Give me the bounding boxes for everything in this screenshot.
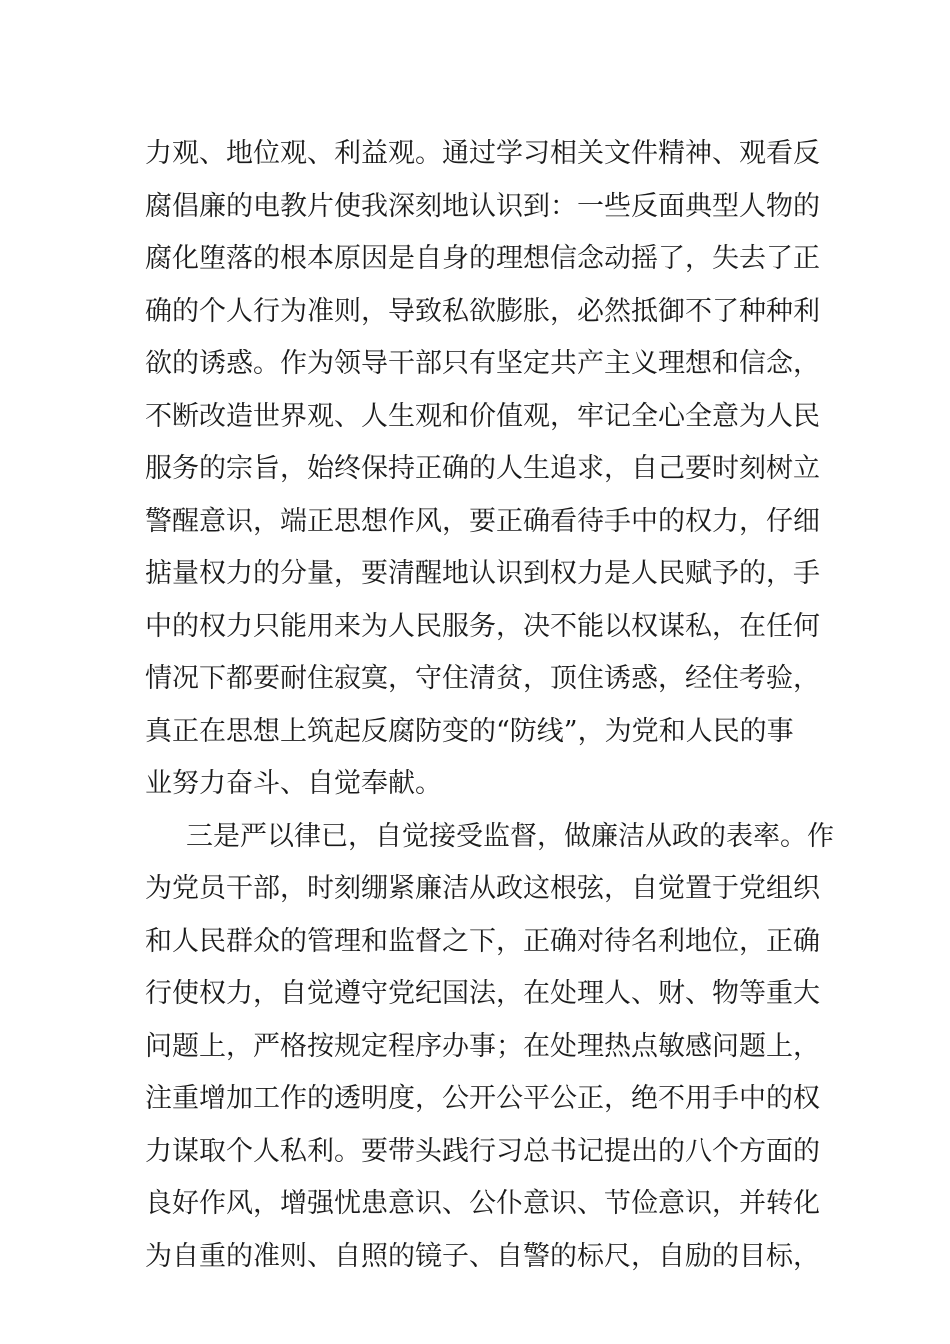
paragraph-start-line: 三是严以律已，自觉接受监督，做廉洁从政的表率。作 (186, 820, 834, 852)
text-line: 腐化堕落的根本原因是自身的理想信念动摇了，失去了正 (145, 243, 820, 274)
text-line: 真正在思想上筑起反腐防变的“防线”，为党和人民的事 (145, 715, 794, 747)
text-line: 确的个人行为准则，导致私欲膨胀，必然抵御不了种种利 (145, 295, 820, 327)
text-line: 和人民群众的管理和监督之下，正确对待名利地位，正确 (145, 925, 820, 957)
text-line: 警醒意识，端正思想作风，要正确看待手中的权力，仔细 (145, 505, 820, 537)
text-line: 良好作风，增强忧患意识、公仆意识、节俭意识，并转化 (145, 1188, 820, 1219)
text-line: 注重增加工作的透明度，公开公平公正，绝不用手中的权 (145, 1083, 820, 1114)
body-text (145, 128, 834, 1283)
text-line: 不断改造世界观、人生观和价值观，牢记全心全意为人民 (145, 400, 820, 432)
text-line: 为党员干部，时刻绷紧廉洁从政这根弦，自觉置于党组织 (145, 873, 820, 904)
text-line: 情况下都要耐住寂寞，守住清贫，顶住诱惑，经住考验， (145, 663, 820, 694)
text-line: 腐倡廉的电教片使我深刻地认识到：一些反面典型人物的 (145, 190, 820, 222)
text-line: 力谋取个人私利。要带头践行习总书记提出的八个方面的 (145, 1135, 820, 1167)
text-line: 业努力奋斗、自觉奉献。 (145, 768, 442, 799)
text-line: 为自重的准则、自照的镜子、自警的标尺，自励的目标， (145, 1240, 820, 1272)
text-line: 中的权力只能用来为人民服务，决不能以权谋私，在任何 (145, 610, 820, 642)
text-line: 问题上，严格按规定程序办事；在处理热点敏感问题上， (145, 1030, 820, 1062)
text-line: 欲的诱惑。作为领导干部只有坚定共产主义理想和信念， (145, 348, 820, 379)
text-line: 行使权力，自觉遵守党纪国法，在处理人、财、物等重大 (145, 978, 820, 1009)
text-line: 掂量权力的分量，要清醒地认识到权力是人民赋予的，手 (145, 558, 820, 589)
text-line: 力观、地位观、利益观。通过学习相关文件精神、观看反 (145, 138, 820, 169)
text-line: 服务的宗旨，始终保持正确的人生追求，自己要时刻树立 (145, 453, 820, 484)
